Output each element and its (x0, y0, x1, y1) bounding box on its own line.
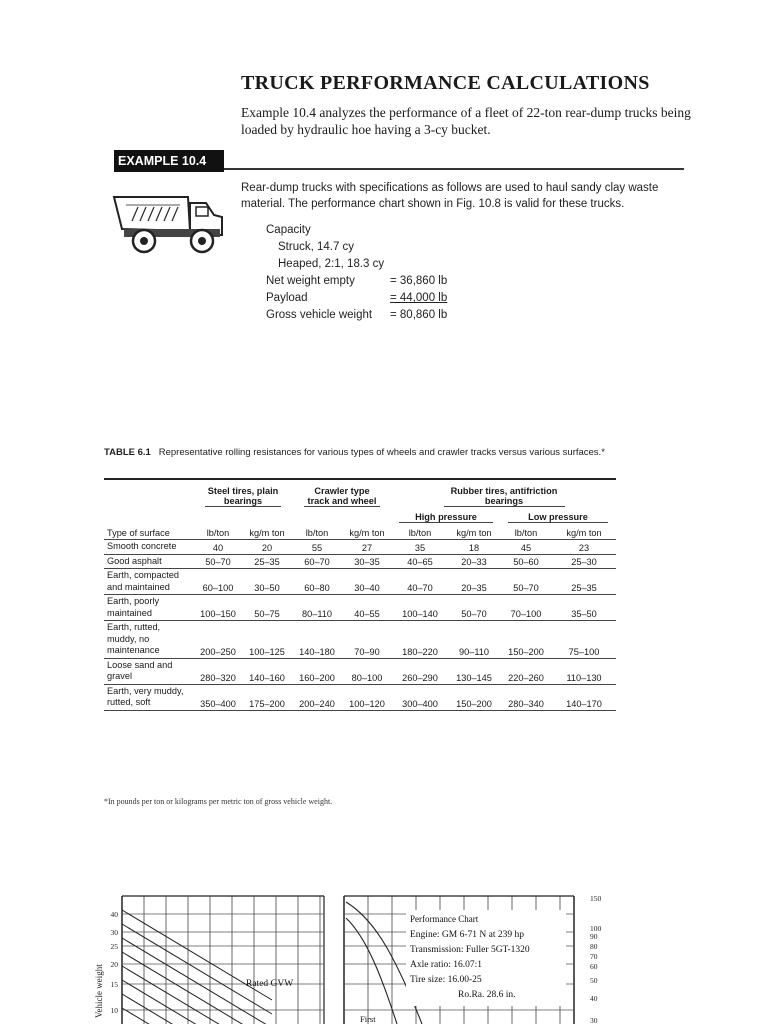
right-tick-label: 30 (590, 1016, 598, 1024)
value-cell: 350–400 (194, 684, 242, 710)
value-cell: 140–160 (242, 658, 292, 684)
value-cell: 60–70 (292, 554, 342, 569)
legend-line: Ro.Ra. 28.6 in. (458, 990, 516, 1000)
table-row (104, 621, 616, 659)
diagonal-line (122, 924, 272, 1014)
right-tick-label: 70 (590, 952, 598, 961)
y-tick-label: 40 (110, 910, 118, 919)
surface-cell: Earth, rutted, muddy, no maintenance (104, 621, 194, 659)
surface-cell: Loose sand and gravel (104, 658, 194, 684)
right-tick-label: 90 (590, 932, 598, 941)
legend-line: Transmission: Fuller 5GT-1320 (410, 945, 530, 955)
value-cell: 55 (292, 540, 342, 555)
capacity-heaped: Heaped, 2:1, 18.3 cy (278, 258, 385, 270)
performance-curve (346, 918, 397, 1024)
rolling-resistance-table (104, 478, 616, 711)
value-cell: 35–50 (552, 595, 616, 621)
value-cell: 50–70 (500, 569, 552, 595)
table-caption (104, 445, 624, 460)
value-cell: 150–200 (448, 684, 500, 710)
value-cell: 100–120 (342, 684, 392, 710)
value-cell: 175–200 (242, 684, 292, 710)
table-row (104, 554, 616, 569)
value-cell: 280–320 (194, 658, 242, 684)
column-header: Type of surface (107, 528, 170, 538)
page-title: TRUCK PERFORMANCE CALCULATIONS (241, 72, 650, 94)
dump-truck-icon (110, 183, 232, 257)
chart-diagonal-lines (122, 902, 422, 1024)
group-crawler: Crawler type track and wheel (304, 486, 381, 507)
table-number: TABLE 6.1 (104, 447, 151, 458)
table-row (104, 595, 616, 621)
column-header: lb/ton (206, 528, 230, 538)
value-cell: 25–35 (552, 569, 616, 595)
table-row (104, 569, 616, 595)
diagonal-line (122, 1008, 272, 1024)
surface-cell: Earth, compacted and maintained (104, 569, 194, 595)
value-cell: 70–90 (342, 621, 392, 659)
surface-cell: Earth, very muddy, rutted, soft (104, 684, 194, 710)
value-cell: 27 (342, 540, 392, 555)
column-header: kg/m ton (566, 528, 602, 538)
subgroup-high: High pressure (399, 512, 493, 523)
legend-line: Performance Chart (410, 914, 479, 924)
y-tick-label: 25 (110, 942, 118, 951)
column-header: lb/ton (514, 528, 538, 538)
value-cell: 30–35 (342, 554, 392, 569)
value-cell: 60–80 (292, 569, 342, 595)
y-tick-label: 15 (110, 980, 118, 989)
example-label: EXAMPLE 10.4 (114, 150, 224, 172)
value-cell: 30–40 (342, 569, 392, 595)
value-cell: 160–200 (292, 658, 342, 684)
value-cell: 140–170 (552, 684, 616, 710)
value-cell: 40–70 (392, 569, 448, 595)
right-tick-label: 100 (590, 924, 602, 933)
table-footnote: *In pounds per ton or kilograms per metric ton of gross vehicle weight. (104, 797, 333, 806)
value-cell: 80–100 (342, 658, 392, 684)
value-cell: 25–35 (242, 554, 292, 569)
value-cell: 200–240 (292, 684, 342, 710)
value-cell: 60–100 (194, 569, 242, 595)
value-cell: 110–130 (552, 658, 616, 684)
value-cell: 50–60 (500, 554, 552, 569)
y-tick-label: 30 (110, 928, 118, 937)
example-text: Rear-dump trucks with specifications as follows are used to haul sandy clay waste material. The performance chart shown in Fig. 10.8 is valid for these trucks. (241, 182, 659, 210)
value-cell: 20–35 (448, 569, 500, 595)
group-rubber: Rubber tires, antifriction bearings (444, 486, 565, 507)
value-cell: 20 (242, 540, 292, 555)
legend-line: Axle ratio: 16.07:1 (410, 960, 483, 970)
table-caption-text: Representative rolling resistances for various types of wheels and crawler tracks versus various surfaces.* (158, 447, 605, 458)
spec-label: Net weight empty (266, 275, 355, 287)
rated-gvw-label: Rated GVW (246, 979, 294, 989)
value-cell: 23 (552, 540, 616, 555)
subgroup-low: Low pressure (508, 512, 609, 523)
spec-label: Payload (266, 292, 308, 304)
right-tick-label: 80 (590, 942, 598, 951)
value-cell: 30–50 (242, 569, 292, 595)
value-cell: 25–30 (552, 554, 616, 569)
right-tick-label: 40 (590, 994, 598, 1003)
surface-cell: Earth, poorly maintained (104, 595, 194, 621)
gear-label: First (360, 1014, 376, 1024)
table-row (104, 658, 616, 684)
value-cell: 220–260 (500, 658, 552, 684)
value-cell: 35 (392, 540, 448, 555)
spec-value: = 36,860 lb (390, 275, 448, 287)
capacity-label: Capacity (266, 224, 311, 236)
value-cell: 40–55 (342, 595, 392, 621)
intro-paragraph: Example 10.4 analyzes the performance of a fleet of 22-ton rear-dump trucks being loaded by hydraulic hoe having a 3-cy bucket. (241, 105, 691, 137)
value-cell: 40 (194, 540, 242, 555)
group-steel: Steel tires, plain bearings (205, 486, 280, 507)
performance-chart (92, 888, 612, 1024)
value-cell: 280–340 (500, 684, 552, 710)
value-cell: 40–65 (392, 554, 448, 569)
diagonal-line (122, 994, 272, 1024)
surface-cell: Smooth concrete (104, 540, 194, 555)
right-tick-label: 60 (590, 962, 598, 971)
value-cell: 50–70 (448, 595, 500, 621)
legend-line: Tire size: 16.00-25 (410, 975, 482, 985)
value-cell: 100–140 (392, 595, 448, 621)
right-tick-label: 150 (590, 894, 602, 903)
y-tick-label: 10 (110, 1006, 118, 1015)
column-header: kg/m ton (349, 528, 385, 538)
value-cell: 70–100 (500, 595, 552, 621)
capacity-struck: Struck, 14.7 cy (278, 241, 355, 253)
spec-value: = 44,000 lb (390, 292, 448, 304)
table-row (104, 684, 616, 710)
legend-line: Engine: GM 6-71 N at 239 hp (410, 930, 524, 940)
value-cell: 100–150 (194, 595, 242, 621)
y-tick-label: 20 (110, 960, 118, 969)
column-header: lb/ton (305, 528, 329, 538)
value-cell: 90–110 (448, 621, 500, 659)
value-cell: 100–125 (242, 621, 292, 659)
value-cell: 130–145 (448, 658, 500, 684)
value-cell: 75–100 (552, 621, 616, 659)
spec-value: = 80,860 lb (390, 309, 448, 321)
column-header: lb/ton (408, 528, 432, 538)
value-cell: 45 (500, 540, 552, 555)
example-rule (224, 168, 684, 170)
value-cell: 140–180 (292, 621, 342, 659)
value-cell: 200–250 (194, 621, 242, 659)
value-cell: 20–33 (448, 554, 500, 569)
value-cell: 300–400 (392, 684, 448, 710)
value-cell: 50–75 (242, 595, 292, 621)
value-cell: 180–220 (392, 621, 448, 659)
right-tick-label: 50 (590, 976, 598, 985)
column-header: kg/m ton (456, 528, 492, 538)
diagonal-line (122, 966, 272, 1024)
value-cell: 150–200 (500, 621, 552, 659)
surface-cell: Good asphalt (104, 554, 194, 569)
value-cell: 50–70 (194, 554, 242, 569)
column-header: kg/m ton (249, 528, 285, 538)
value-cell: 80–110 (292, 595, 342, 621)
spec-label: Gross vehicle weight (266, 309, 373, 321)
value-cell: 260–290 (392, 658, 448, 684)
table-row (104, 540, 616, 555)
value-cell: 18 (448, 540, 500, 555)
y-axis-label: Vehicle weight (94, 964, 104, 1018)
table-body (104, 540, 616, 711)
